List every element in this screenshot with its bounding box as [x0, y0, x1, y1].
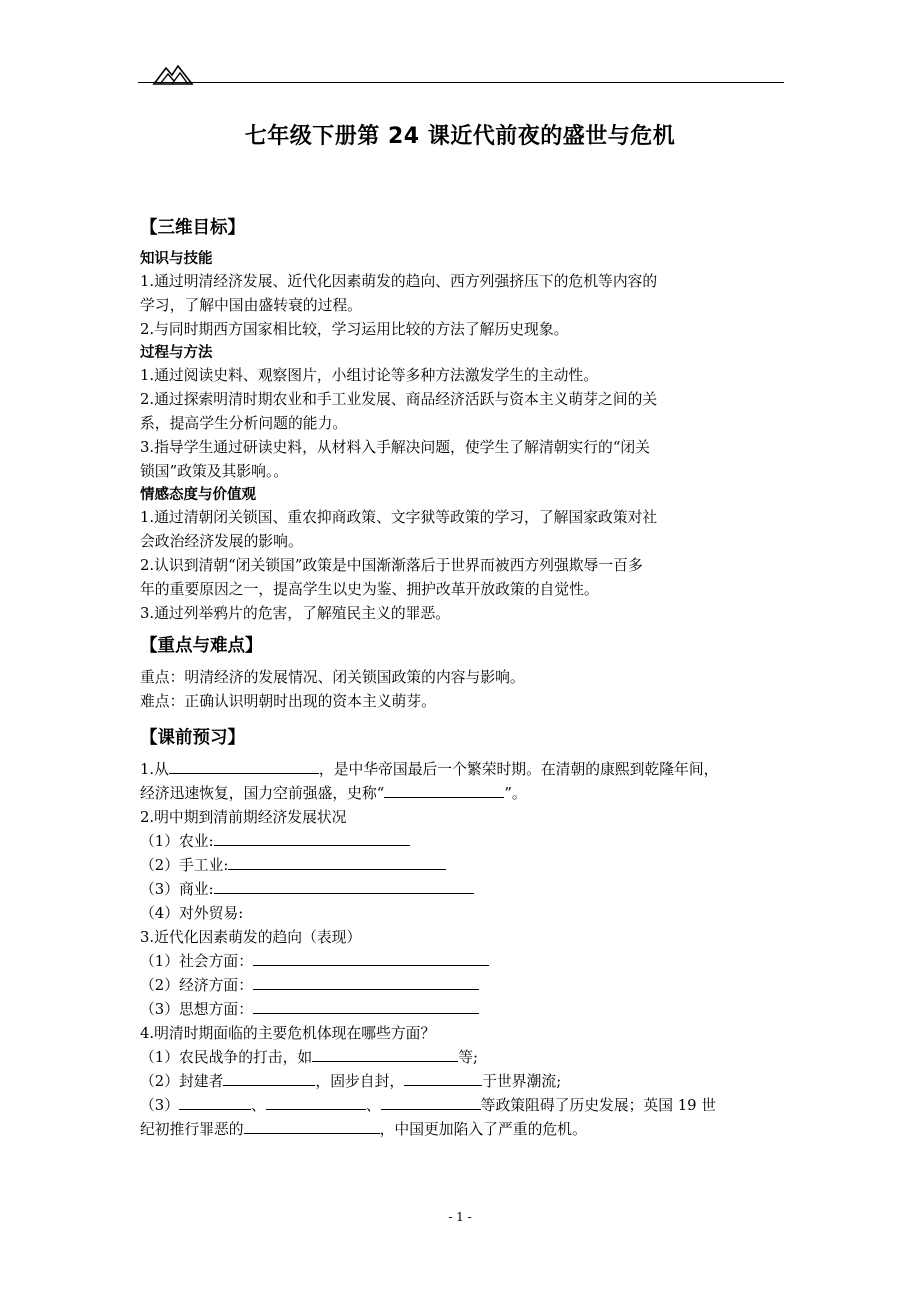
q4-separator: 、 — [251, 1097, 266, 1114]
q2-item-label: （4）对外贸易: — [140, 905, 244, 922]
blank-line — [214, 830, 410, 846]
preview-q2: 2.明中期到清前期经济发展状况 — [140, 809, 347, 826]
blank-line — [312, 1046, 458, 1062]
q3-item-label: （1）社会方面： — [140, 953, 253, 970]
header-rule — [138, 82, 784, 83]
goals-heading: 【三维目标】 — [140, 218, 245, 238]
blank-line — [223, 1070, 315, 1086]
preview-q1-line — [140, 758, 790, 782]
emotion-heading: 情感态度与价值观 — [140, 487, 256, 503]
q4-text: 于世界潮流; — [482, 1073, 562, 1090]
q1-text: 经济迅速恢复，国力空前强盛，史称“ — [140, 785, 385, 802]
q2-item — [140, 830, 790, 854]
blank-line — [179, 1094, 251, 1110]
q4-item — [140, 1094, 790, 1118]
q4-text: （3） — [140, 1097, 180, 1114]
process-heading: 过程与方法 — [140, 345, 213, 361]
blank-line — [266, 1094, 366, 1110]
q4-text: （1）农民战争的打击，如 — [140, 1049, 313, 1066]
q4-separator: 、 — [365, 1097, 381, 1114]
keypoints-heading: 【重点与难点】 — [140, 636, 263, 656]
knowledge-line: 学习，了解中国由盛转衰的过程。 — [140, 297, 362, 314]
blank-line — [253, 950, 489, 966]
emotion-line: 年的重要原因之一，提高学生以史为鉴、拥护改革开放政策的自觉性。 — [140, 581, 599, 598]
blank-line — [244, 1118, 380, 1134]
q4-text: 等; — [458, 1049, 478, 1066]
process-line: 1.通过阅读史料、观察图片，小组讨论等多种方法激发学生的主动性。 — [140, 367, 599, 384]
process-line: 2.通过探索明清时期农业和手工业发展、商品经济活跃与资本主义萌芽之间的关 — [140, 391, 658, 408]
blank-line — [253, 998, 479, 1014]
knowledge-heading: 知识与技能 — [140, 251, 213, 267]
preview-q1-line — [140, 782, 790, 806]
q3-item-label: （2）经济方面： — [140, 977, 253, 994]
preview-q4: 4.明清时期面临的主要危机体现在哪些方面？ — [140, 1025, 436, 1042]
q4-text: 纪初推行罪恶的 — [140, 1121, 244, 1138]
emotion-line: 会政治经济发展的影响。 — [140, 533, 303, 550]
q4-item — [140, 1070, 790, 1094]
q4-text: 等政策阻碍了历史发展；英国 19 世 — [480, 1097, 717, 1114]
blank-line — [169, 758, 319, 774]
q4-text: （2）封建者 — [140, 1073, 224, 1090]
emotion-line: 1.通过清朝闭关锁国、重农抑商政策、文字狱等政策的学习，了解国家政策对社 — [140, 509, 658, 526]
document-body — [140, 214, 790, 1142]
q4-text: ，固步自封， — [315, 1073, 405, 1090]
q1-text: ，是中华帝国最后一个繁荣时期。在清朝的康熙到乾隆年间， — [318, 761, 719, 778]
q4-item — [140, 1046, 790, 1070]
blank-line — [381, 1094, 481, 1110]
emotion-line: 2.认识到清朝“闭关锁国”政策是中国渐渐落后于世界而被西方列强欺辱一百多 — [140, 557, 643, 574]
process-line: 锁国”政策及其影响。。 — [140, 463, 289, 480]
q2-item-label: （2）手工业: — [140, 857, 229, 874]
q3-item — [140, 950, 790, 974]
q2-item — [140, 902, 790, 926]
key-point-text: 重点：明清经济的发展情况、闭关锁国政策的内容与影响。 — [140, 669, 525, 686]
process-line: 系，提高学生分析问题的能力。 — [140, 415, 348, 432]
blank-line — [228, 854, 446, 870]
q1-text: ”。 — [504, 785, 527, 802]
knowledge-line: 1.通过明清经济发展、近代化因素萌发的趋向、西方列强挤压下的危机等内容的 — [140, 273, 658, 290]
page-title: 七年级下册第 24 课近代前夜的盛世与危机 — [244, 124, 676, 149]
q2-item — [140, 878, 790, 902]
preview-heading: 【课前预习】 — [140, 728, 245, 748]
q3-item — [140, 998, 790, 1022]
process-line: 3.指导学生通过研读史料，从材料入手解决问题，使学生了解清朝实行的“闭关 — [140, 439, 650, 456]
q2-item — [140, 854, 790, 878]
knowledge-line: 2.与同时期西方国家相比较，学习运用比较的方法了解历史现象。 — [140, 321, 569, 338]
q2-item-label: （3）商业: — [140, 881, 214, 898]
page-number: - 1 - — [448, 1210, 472, 1224]
q1-text: 1.从 — [140, 761, 169, 778]
difficult-point-text: 难点：正确认识明朝时出现的资本主义萌芽。 — [140, 693, 436, 710]
q4-text: ，中国更加陷入了严重的危机。 — [379, 1121, 587, 1138]
q2-item-label: （1）农业: — [140, 833, 214, 850]
blank-line — [384, 782, 504, 798]
q3-item-label: （3）思想方面： — [140, 1001, 253, 1018]
preview-q3: 3.近代化因素萌发的趋向（表现） — [140, 929, 362, 946]
q3-item — [140, 974, 790, 998]
q4-item — [140, 1118, 790, 1142]
blank-line — [404, 1070, 482, 1086]
blank-line — [253, 974, 479, 990]
emotion-line: 3.通过列举鸦片的危害，了解殖民主义的罪恶。 — [140, 605, 451, 622]
blank-line — [214, 878, 474, 894]
